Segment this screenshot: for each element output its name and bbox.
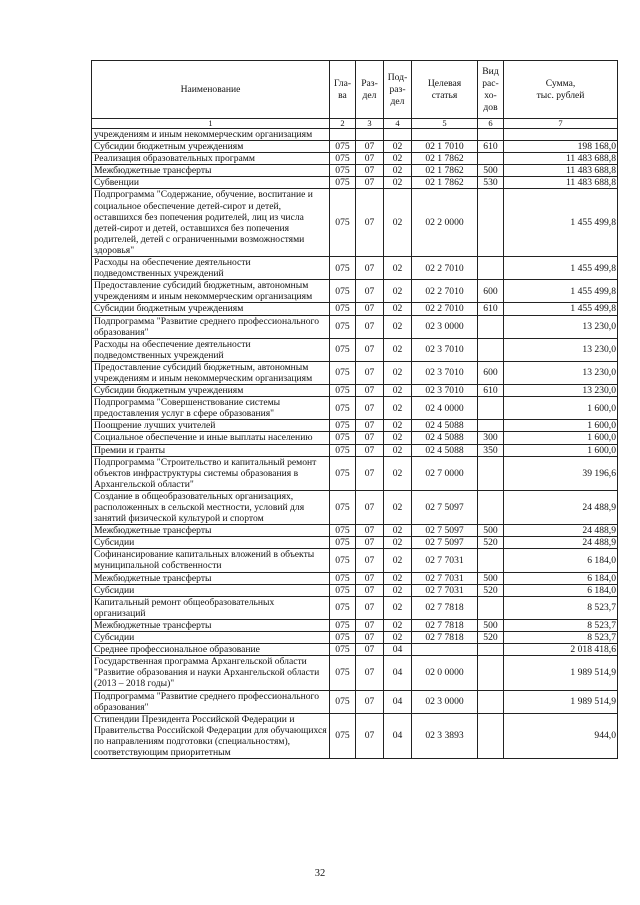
row-name: Подпрограмма "Строительство и капитальный ремонт объектов инфраструктуры системы образования в Архангельской области" xyxy=(92,456,330,490)
row-chapter: 075 xyxy=(330,644,356,656)
header-chapter: Гла- ва xyxy=(330,61,356,119)
row-subsection xyxy=(384,129,412,141)
row-subsection: 04 xyxy=(384,656,412,690)
row-subsection: 02 xyxy=(384,397,412,420)
header-target: Целевая статья xyxy=(412,61,478,119)
row-type: 350 xyxy=(478,444,504,456)
row-name: Премии и гранты xyxy=(92,444,330,456)
row-sum: 944,0 xyxy=(504,713,618,758)
row-type: 600 xyxy=(478,280,504,303)
row-type xyxy=(478,153,504,165)
row-sum: 1 455 499,8 xyxy=(504,257,618,280)
table-row xyxy=(92,644,618,656)
row-section: 07 xyxy=(356,338,384,361)
header-type: Вид рас- хо- дов xyxy=(478,61,504,119)
header-name: Наименование xyxy=(92,61,330,119)
row-section: 07 xyxy=(356,432,384,444)
row-chapter: 075 xyxy=(330,619,356,631)
row-chapter: 075 xyxy=(330,713,356,758)
row-section: 07 xyxy=(356,619,384,631)
row-sum: 1 600,0 xyxy=(504,432,618,444)
row-subsection: 02 xyxy=(384,572,412,584)
row-name: Предоставление субсидий бюджетным, автономным учреждениям и иным некоммерческим организациям xyxy=(92,280,330,303)
table-row xyxy=(92,432,618,444)
row-target: 02 7 7031 xyxy=(412,549,478,572)
row-subsection: 02 xyxy=(384,549,412,572)
row-name: Среднее профессиональное образование xyxy=(92,644,330,656)
row-type: 500 xyxy=(478,165,504,177)
row-name: Подпрограмма "Содержание, обучение, воспитание и социальное обеспечение детей-сирот и детей, оставшихся без попечения родителей, лиц из числа детей-сирот и детей, оставшихся без попечения родителей, детей с ограниченными возможностями здоровья" xyxy=(92,189,330,257)
table-row xyxy=(92,303,618,315)
row-type xyxy=(478,690,504,713)
row-chapter: 075 xyxy=(330,397,356,420)
row-section: 07 xyxy=(356,177,384,189)
row-chapter: 075 xyxy=(330,315,356,338)
row-section: 07 xyxy=(356,257,384,280)
row-sum: 8 523,7 xyxy=(504,632,618,644)
table-row xyxy=(92,361,618,384)
row-sum: 24 488,9 xyxy=(504,525,618,537)
row-name: Реализация образовательных программ xyxy=(92,153,330,165)
table-row xyxy=(92,397,618,420)
row-target: 02 3 7010 xyxy=(412,338,478,361)
row-section: 07 xyxy=(356,420,384,432)
row-sum: 1 455 499,8 xyxy=(504,189,618,257)
table-row xyxy=(92,549,618,572)
row-section: 07 xyxy=(356,713,384,758)
row-subsection: 04 xyxy=(384,713,412,758)
row-chapter: 075 xyxy=(330,280,356,303)
row-subsection: 02 xyxy=(384,338,412,361)
row-sum: 8 523,7 xyxy=(504,596,618,619)
row-target: 02 1 7862 xyxy=(412,153,478,165)
row-type xyxy=(478,713,504,758)
table-row xyxy=(92,315,618,338)
row-chapter: 075 xyxy=(330,632,356,644)
table-body xyxy=(92,129,618,759)
column-number: 1 xyxy=(92,119,330,129)
table-row xyxy=(92,141,618,153)
row-target: 02 7 7031 xyxy=(412,572,478,584)
row-subsection: 02 xyxy=(384,165,412,177)
row-type xyxy=(478,596,504,619)
row-section: 07 xyxy=(356,397,384,420)
row-section: 07 xyxy=(356,596,384,619)
row-type xyxy=(478,490,504,524)
row-type: 610 xyxy=(478,303,504,315)
row-type xyxy=(478,656,504,690)
row-chapter: 075 xyxy=(330,153,356,165)
row-subsection: 02 xyxy=(384,257,412,280)
row-target: 02 4 5088 xyxy=(412,444,478,456)
table-row xyxy=(92,690,618,713)
row-chapter: 075 xyxy=(330,385,356,397)
row-section: 07 xyxy=(356,656,384,690)
row-subsection: 02 xyxy=(384,537,412,549)
row-type xyxy=(478,420,504,432)
page-number: 32 xyxy=(314,868,326,879)
row-name: Поощрение лучших учителей xyxy=(92,420,330,432)
row-target: 02 2 0000 xyxy=(412,189,478,257)
row-name: Межбюджетные трансферты xyxy=(92,619,330,631)
row-subsection: 02 xyxy=(384,315,412,338)
table-row xyxy=(92,338,618,361)
table-row xyxy=(92,584,618,596)
row-sum: 6 184,0 xyxy=(504,549,618,572)
row-name: Предоставление субсидий бюджетным, автономным учреждениям и иным некоммерческим организациям xyxy=(92,361,330,384)
row-target: 02 1 7862 xyxy=(412,177,478,189)
row-name: Подпрограмма "Совершенствование системы предоставления услуг в сфере образования" xyxy=(92,397,330,420)
row-sum: 24 488,9 xyxy=(504,537,618,549)
header-subsection: Под- раз- дел xyxy=(384,61,412,119)
row-name: Капитальный ремонт общеобразовательных организаций xyxy=(92,596,330,619)
row-sum: 39 196,6 xyxy=(504,456,618,490)
row-section: 07 xyxy=(356,456,384,490)
row-target: 02 4 5088 xyxy=(412,432,478,444)
header-sum: Сумма, тыс. рублей xyxy=(504,61,618,119)
row-chapter: 075 xyxy=(330,690,356,713)
column-number: 2 xyxy=(330,119,356,129)
row-name: Софинансирование капитальных вложений в объекты муниципальной собственности xyxy=(92,549,330,572)
row-target: 02 7 7818 xyxy=(412,596,478,619)
row-name: Субсидии бюджетным учреждениям xyxy=(92,385,330,397)
row-chapter: 075 xyxy=(330,303,356,315)
row-type xyxy=(478,257,504,280)
row-type xyxy=(478,644,504,656)
row-subsection: 04 xyxy=(384,690,412,713)
row-target: 02 2 7010 xyxy=(412,303,478,315)
row-name: Межбюджетные трансферты xyxy=(92,165,330,177)
table-row xyxy=(92,596,618,619)
table-row xyxy=(92,444,618,456)
row-target: 02 1 7862 xyxy=(412,165,478,177)
row-target: 02 3 3893 xyxy=(412,713,478,758)
row-type xyxy=(478,397,504,420)
column-number-row xyxy=(92,119,618,129)
row-target: 02 3 0000 xyxy=(412,690,478,713)
row-section: 07 xyxy=(356,141,384,153)
row-chapter: 075 xyxy=(330,338,356,361)
row-sum xyxy=(504,129,618,141)
row-subsection: 02 xyxy=(384,303,412,315)
row-sum: 1 989 514,9 xyxy=(504,656,618,690)
row-section: 07 xyxy=(356,525,384,537)
row-type: 600 xyxy=(478,361,504,384)
row-sum: 1 455 499,8 xyxy=(504,303,618,315)
row-type xyxy=(478,456,504,490)
row-section: 07 xyxy=(356,361,384,384)
row-subsection: 02 xyxy=(384,596,412,619)
row-sum: 6 184,0 xyxy=(504,584,618,596)
row-target: 02 7 7031 xyxy=(412,584,478,596)
row-name: Субсидии бюджетным учреждениям xyxy=(92,141,330,153)
row-subsection: 02 xyxy=(384,189,412,257)
table-row xyxy=(92,420,618,432)
row-subsection: 02 xyxy=(384,432,412,444)
row-section: 07 xyxy=(356,444,384,456)
row-subsection: 02 xyxy=(384,444,412,456)
row-subsection: 02 xyxy=(384,525,412,537)
row-section: 07 xyxy=(356,303,384,315)
column-number: 5 xyxy=(412,119,478,129)
row-section: 07 xyxy=(356,537,384,549)
row-chapter: 075 xyxy=(330,257,356,280)
row-sum: 13 230,0 xyxy=(504,315,618,338)
row-target: 02 4 5088 xyxy=(412,420,478,432)
row-sum: 13 230,0 xyxy=(504,361,618,384)
table-row xyxy=(92,713,618,758)
row-type xyxy=(478,315,504,338)
row-chapter: 075 xyxy=(330,549,356,572)
row-type: 530 xyxy=(478,177,504,189)
row-chapter: 075 xyxy=(330,177,356,189)
row-type: 500 xyxy=(478,619,504,631)
row-name: Субсидии xyxy=(92,584,330,596)
row-type: 610 xyxy=(478,141,504,153)
row-type: 610 xyxy=(478,385,504,397)
row-name: учреждениям и иным некоммерческим организациям xyxy=(92,129,330,141)
row-chapter: 075 xyxy=(330,572,356,584)
table-row xyxy=(92,177,618,189)
row-name: Подпрограмма "Развитие среднего профессионального образования" xyxy=(92,315,330,338)
row-type: 520 xyxy=(478,632,504,644)
row-sum: 11 483 688,8 xyxy=(504,153,618,165)
row-chapter: 075 xyxy=(330,432,356,444)
row-type: 500 xyxy=(478,572,504,584)
row-chapter: 075 xyxy=(330,420,356,432)
row-target: 02 2 7010 xyxy=(412,257,478,280)
table-row xyxy=(92,525,618,537)
row-sum: 6 184,0 xyxy=(504,572,618,584)
row-name: Подпрограмма "Развитие среднего профессионального образования" xyxy=(92,690,330,713)
row-target: 02 1 7010 xyxy=(412,141,478,153)
row-chapter xyxy=(330,129,356,141)
row-subsection: 02 xyxy=(384,280,412,303)
row-type: 500 xyxy=(478,525,504,537)
row-type: 520 xyxy=(478,537,504,549)
row-section: 07 xyxy=(356,153,384,165)
row-section: 07 xyxy=(356,490,384,524)
table-row xyxy=(92,537,618,549)
row-target: 02 3 0000 xyxy=(412,315,478,338)
row-sum: 1 600,0 xyxy=(504,444,618,456)
row-section: 07 xyxy=(356,385,384,397)
row-type xyxy=(478,338,504,361)
row-sum: 198 168,0 xyxy=(504,141,618,153)
row-subsection: 02 xyxy=(384,456,412,490)
row-type xyxy=(478,189,504,257)
table-row xyxy=(92,129,618,141)
row-sum: 13 230,0 xyxy=(504,385,618,397)
table-row xyxy=(92,257,618,280)
row-chapter: 075 xyxy=(330,456,356,490)
row-sum: 1 600,0 xyxy=(504,397,618,420)
row-chapter: 075 xyxy=(330,444,356,456)
row-chapter: 075 xyxy=(330,361,356,384)
row-target: 02 4 0000 xyxy=(412,397,478,420)
row-section: 07 xyxy=(356,690,384,713)
row-name: Субсидии бюджетным учреждениям xyxy=(92,303,330,315)
table-row xyxy=(92,572,618,584)
row-subsection: 02 xyxy=(384,584,412,596)
header-section: Раз- дел xyxy=(356,61,384,119)
table-row xyxy=(92,189,618,257)
row-section: 07 xyxy=(356,549,384,572)
row-name: Субвенции xyxy=(92,177,330,189)
row-sum: 11 483 688,8 xyxy=(504,165,618,177)
row-name: Межбюджетные трансферты xyxy=(92,572,330,584)
row-name: Социальное обеспечение и иные выплаты населению xyxy=(92,432,330,444)
row-section: 07 xyxy=(356,572,384,584)
row-target: 02 7 5097 xyxy=(412,537,478,549)
row-name: Субсидии xyxy=(92,632,330,644)
table-row xyxy=(92,656,618,690)
table-row xyxy=(92,456,618,490)
row-sum: 24 488,9 xyxy=(504,490,618,524)
row-section: 07 xyxy=(356,165,384,177)
row-subsection: 02 xyxy=(384,177,412,189)
column-number: 7 xyxy=(504,119,618,129)
table-row xyxy=(92,385,618,397)
row-name: Субсидии xyxy=(92,537,330,549)
row-chapter: 075 xyxy=(330,490,356,524)
row-chapter: 075 xyxy=(330,537,356,549)
row-type xyxy=(478,129,504,141)
row-target: 02 7 5097 xyxy=(412,525,478,537)
column-number: 3 xyxy=(356,119,384,129)
row-sum: 13 230,0 xyxy=(504,338,618,361)
row-subsection: 02 xyxy=(384,490,412,524)
row-sum: 11 483 688,8 xyxy=(504,177,618,189)
row-name: Создание в общеобразовательных организациях, расположенных в сельской местности, условий для занятий физической культурой и спортом xyxy=(92,490,330,524)
row-subsection: 02 xyxy=(384,153,412,165)
row-sum: 2 018 418,6 xyxy=(504,644,618,656)
row-section: 07 xyxy=(356,280,384,303)
row-section xyxy=(356,129,384,141)
row-name: Стипендии Президента Российской Федерации и Правительства Российской Федерации для обучающихся по направлениям подготовки (специальностям), соответствующим приоритетным xyxy=(92,713,330,758)
row-name: Расходы на обеспечение деятельности подведомственных учреждений xyxy=(92,257,330,280)
table-row xyxy=(92,490,618,524)
row-type: 520 xyxy=(478,584,504,596)
row-subsection: 02 xyxy=(384,385,412,397)
row-section: 07 xyxy=(356,644,384,656)
row-type xyxy=(478,549,504,572)
row-chapter: 075 xyxy=(330,189,356,257)
row-chapter: 075 xyxy=(330,165,356,177)
table-row xyxy=(92,280,618,303)
row-target: 02 3 7010 xyxy=(412,385,478,397)
column-number: 4 xyxy=(384,119,412,129)
row-name: Расходы на обеспечение деятельности подведомственных учреждений xyxy=(92,338,330,361)
row-chapter: 075 xyxy=(330,656,356,690)
row-target: 02 7 7818 xyxy=(412,619,478,631)
row-target: 02 0 0000 xyxy=(412,656,478,690)
row-target: 02 2 7010 xyxy=(412,280,478,303)
row-section: 07 xyxy=(356,189,384,257)
row-chapter: 075 xyxy=(330,596,356,619)
row-section: 07 xyxy=(356,584,384,596)
row-subsection: 02 xyxy=(384,361,412,384)
row-subsection: 02 xyxy=(384,141,412,153)
row-target xyxy=(412,644,478,656)
row-chapter: 075 xyxy=(330,525,356,537)
row-name: Межбюджетные трансферты xyxy=(92,525,330,537)
table-row xyxy=(92,165,618,177)
row-sum: 1 455 499,8 xyxy=(504,280,618,303)
row-sum: 8 523,7 xyxy=(504,619,618,631)
row-subsection: 02 xyxy=(384,619,412,631)
table-row xyxy=(92,153,618,165)
row-sum: 1 600,0 xyxy=(504,420,618,432)
row-section: 07 xyxy=(356,315,384,338)
column-number: 6 xyxy=(478,119,504,129)
row-name: Государственная программа Архангельской области "Развитие образования и науки Архангельской области (2013 – 2018 годы)" xyxy=(92,656,330,690)
row-target xyxy=(412,129,478,141)
header-row xyxy=(92,61,618,119)
row-target: 02 3 7010 xyxy=(412,361,478,384)
row-sum: 1 989 514,9 xyxy=(504,690,618,713)
row-type: 300 xyxy=(478,432,504,444)
row-chapter: 075 xyxy=(330,584,356,596)
row-subsection: 02 xyxy=(384,420,412,432)
row-target: 02 7 7818 xyxy=(412,632,478,644)
row-subsection: 04 xyxy=(384,644,412,656)
row-target: 02 7 0000 xyxy=(412,456,478,490)
row-target: 02 7 5097 xyxy=(412,490,478,524)
row-section: 07 xyxy=(356,632,384,644)
budget-table xyxy=(91,60,618,759)
row-chapter: 075 xyxy=(330,141,356,153)
table-row xyxy=(92,632,618,644)
table-row xyxy=(92,619,618,631)
row-subsection: 02 xyxy=(384,632,412,644)
